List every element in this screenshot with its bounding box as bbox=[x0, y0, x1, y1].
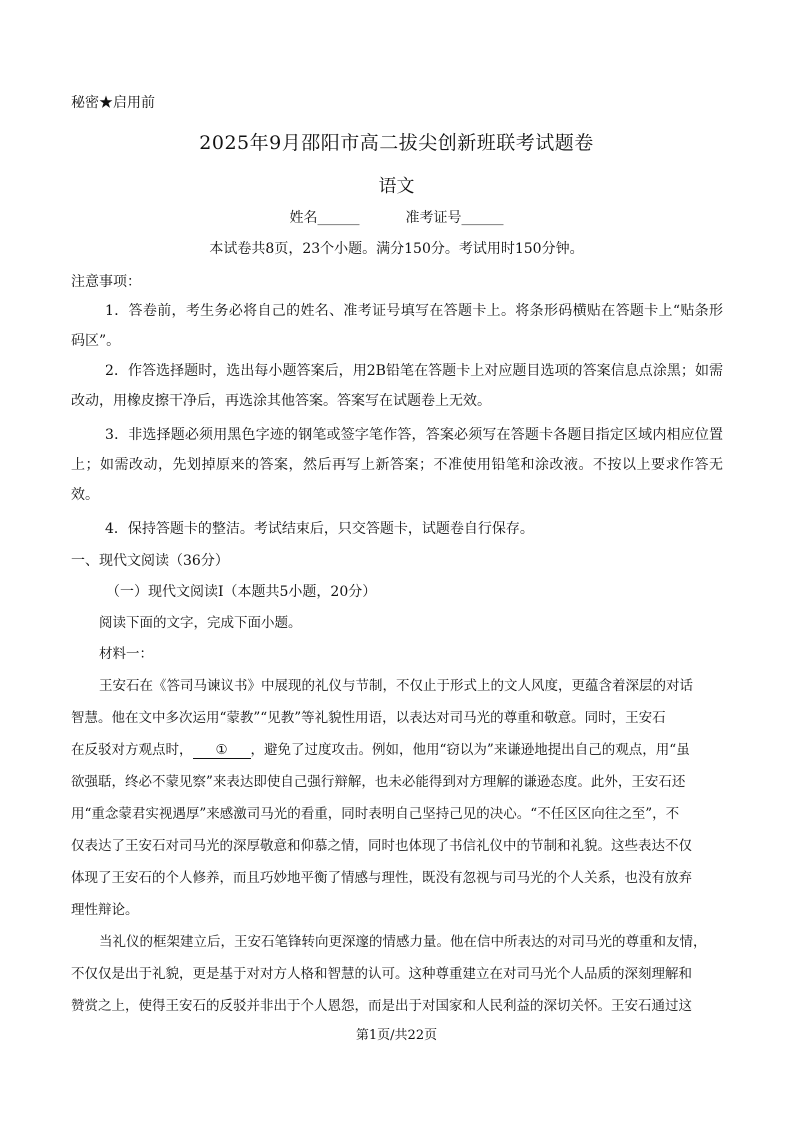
candidate-fields bbox=[0, 207, 793, 227]
notice-item-2: 2．作答选择题时，选出每小题答案后，用2B铅笔在答题卡上对应题目选项的答案信息点涂黑；如需改动，用橡皮擦干净后，再选涂其他答案。答案写在试题卷上无效。 bbox=[71, 363, 723, 409]
paragraph-1-line-7: 体现了王安石的个人修养，而且巧妙地平衡了情感与理性，既没有忽视与司马光的个人关系，也没有放弃 bbox=[71, 870, 692, 886]
subsection-heading: （一）现代文阅读Ⅰ（本题共5小题，20分） bbox=[106, 584, 377, 600]
material-label: 材料一： bbox=[99, 646, 153, 662]
paragraph-1-line-3: 在反驳对方观点时， ① ，避免了过度攻击。例如，他用“窃以为”来谦逊地提出自己的观点，用“虽 bbox=[71, 742, 690, 758]
answer-blank-1: ① bbox=[193, 742, 251, 759]
paragraph-2-line-3: 赞赏之上，使得王安石的反驳并非出于个人恩怨，而是出于对国家和人民利益的深切关怀。王安石通过这 bbox=[71, 998, 692, 1014]
paragraph-1-line-5: 用“重念蒙君实视遇厚”来感激司马光的看重，同时表明自己坚持己见的决心。“不任区区向往之至”，不 bbox=[71, 806, 680, 822]
notice-item-3: 3．非选择题必须用黑色字迹的钢笔或签字笔作答，答案必须写在答题卡各题目指定区域内相应位置上；如需改动，先划掉原来的答案，然后再写上新答案；不准使用铅笔和涂改液。不按以上要求作答无效。 bbox=[71, 427, 723, 503]
paragraph-2-line-1: 当礼仪的框架建立后，王安石笔锋转向更深邃的情感力量。他在信中所表达的对司马光的尊重和友情， bbox=[99, 934, 707, 950]
paragraph-1-line-4: 欲强聒，终必不蒙见察”来表达即使自己强行辩解，也未必能得到对方理解的谦逊态度。此外，王安石还 bbox=[71, 774, 686, 790]
section-heading: 一、现代文阅读（36分） bbox=[71, 553, 229, 569]
paragraph-1-line-8: 理性辩论。 bbox=[71, 902, 139, 918]
notice-item-1: 1．答卷前，考生务必将自己的姓名、准考证号填写在答题卡上。将条形码横贴在答题卡上“贴条形码区”。 bbox=[71, 303, 723, 349]
notice-item-4: 4．保持答题卡的整洁。考试结束后，只交答题卡，试题卷自行保存。 bbox=[105, 521, 534, 537]
subject-title: 语文 bbox=[378, 176, 415, 197]
paragraph-1-line-6: 仅表达了王安石对司马光的深厚敬意和仰慕之情，同时也体现了书信礼仪中的节制和礼貌。这些表达不仅 bbox=[71, 838, 692, 854]
notice-heading: 注意事项： bbox=[71, 274, 141, 290]
exam-info: 本试卷共8页，23个小题。满分150分。考试用时150分钟。 bbox=[209, 241, 584, 257]
paragraph-1-line-2: 智慧。他在文中多次运用“蒙教”“见教”等礼貌性用语，以表达对司马光的尊重和敬意。同时，王安石 bbox=[71, 710, 666, 726]
page-number: 第1页/共22页 bbox=[355, 1028, 438, 1043]
exam-title: 2025年9月邵阳市高二拔尖创新班联考试题卷 bbox=[199, 132, 594, 154]
paragraph-2-line-2: 不仅仅是出于礼貌，更是基于对对方人格和智慧的认可。这种尊重建立在对司马光个人品质的深刻理解和 bbox=[71, 966, 692, 982]
reading-instruction: 阅读下面的文字，完成下面小题。 bbox=[99, 615, 302, 631]
paragraph-1-line-1: 王安石在《答司马谏议书》中展现的礼仪与节制，不仅止于形式上的文人风度，更蕴含着深层的对话 bbox=[99, 678, 693, 694]
exam-id-field: 准考证号______ bbox=[405, 210, 504, 226]
confidential-label: 秘密★启用前 bbox=[71, 95, 155, 111]
name-field: 姓名______ bbox=[289, 210, 360, 226]
